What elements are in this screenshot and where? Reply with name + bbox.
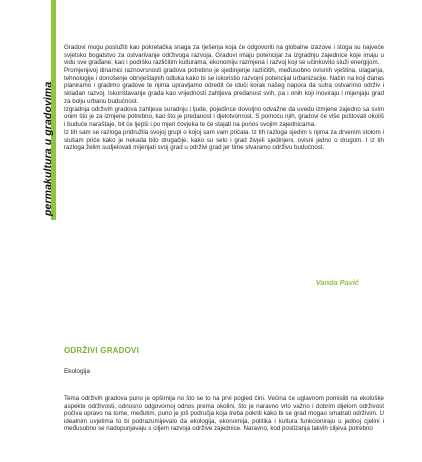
intro-text (64, 44, 384, 152)
side-title: permakultura u gradovima (42, 81, 54, 216)
intro-paragraph: Gradovi mogu poslužiti kao pokretačka snaga za rješenja koja će odgovoriti na globalne izazove i stoga su najveće svjetsko bogatstvo za ostvarivanje održivoga razvoja. Gradovi imaju potencijal za izgradnju zajednice koje imaju u vidu sve građane, kao i podršku različitim kulturama, ekonomiju razmjena i razvoj koji se učinkovito služi energijom. (64, 44, 384, 67)
section-body: Tema održivih gradova puno je opširnija no što se to na prvi pogled čini. Većina će uglavnom pomisliti na ekološke aspekte održivosti, odnosno odgovornoj odnos prema okolini, što je naravno vrlo važno i dobrim dijelom održivost počiva upravo na tome, međutim, puno je još područja koja treba pokriti kako bi se grad mogao smatrati održivim. U idealnim uvjetima to bi podrazumijevalo da ekologija, ekonomija, politika i kultura funkcioniraju u jednoj cjelini i međusobno se nadopunjavaju s ciljem razvoja održive zajednice. Naravno, kod postizanja takvih ciljeva potrebno (64, 395, 384, 433)
intro-paragraph: Izgradnja održivih gradova zahtjeva suradnju i ljude, pojedince dovoljno odvažne da uvedu izmjene zajedno sa svim onim što je za izmjene potrebno, kao što je predanost i djelotvornost. S pomoću njih, gradovi će više poštovati okoliš i buduće naraštaje, bit će ljepši i po mjeri čovjeka te će stajati na ponos svojim zajednicama. (64, 105, 384, 128)
author-signature: Vanda Pavić (315, 278, 359, 287)
section-title: ODRŽIVI GRADOVI (64, 346, 140, 355)
intro-paragraph: Promjenjivoj dinamici raznovrsnosti gradova potrebno je sjedinjenje različitih, međusobno ovisnih vještina, ulaganja, tehnologije i donošenje obrvještajnih odluka kako bi se iskoristio razvojni potencijal urbanizacije. Način na koji danas planiramo i gradimo gradove te njima upravljamo odredit će idući korak našeg napora da sutra ostvarimo održiv i skladan razvoj. Iskorištavanje grada kao vrijednosti zahtjeva predanost svih, pa i onih koji inoviraju i mijenjaju grad za bolju urbanu budućnost. (64, 67, 384, 105)
intro-paragraph: Iz tih sam se razloga pridružila svojoj grupi o kojoj sam vam pričala. Iz tih razloga sjedim s njima za drvenim stolom i slušam priče kako je nekada bilo drugačije, kako su selo i grad živjeli sjedinjeni, ovisni jedno o drugom. I iz tih razloga želim sudjelovati mijenjati svoj grad u održivi grad jer time stvaramo održivu budućnost. (64, 129, 384, 152)
section-subheading: Ekologija (64, 368, 90, 375)
